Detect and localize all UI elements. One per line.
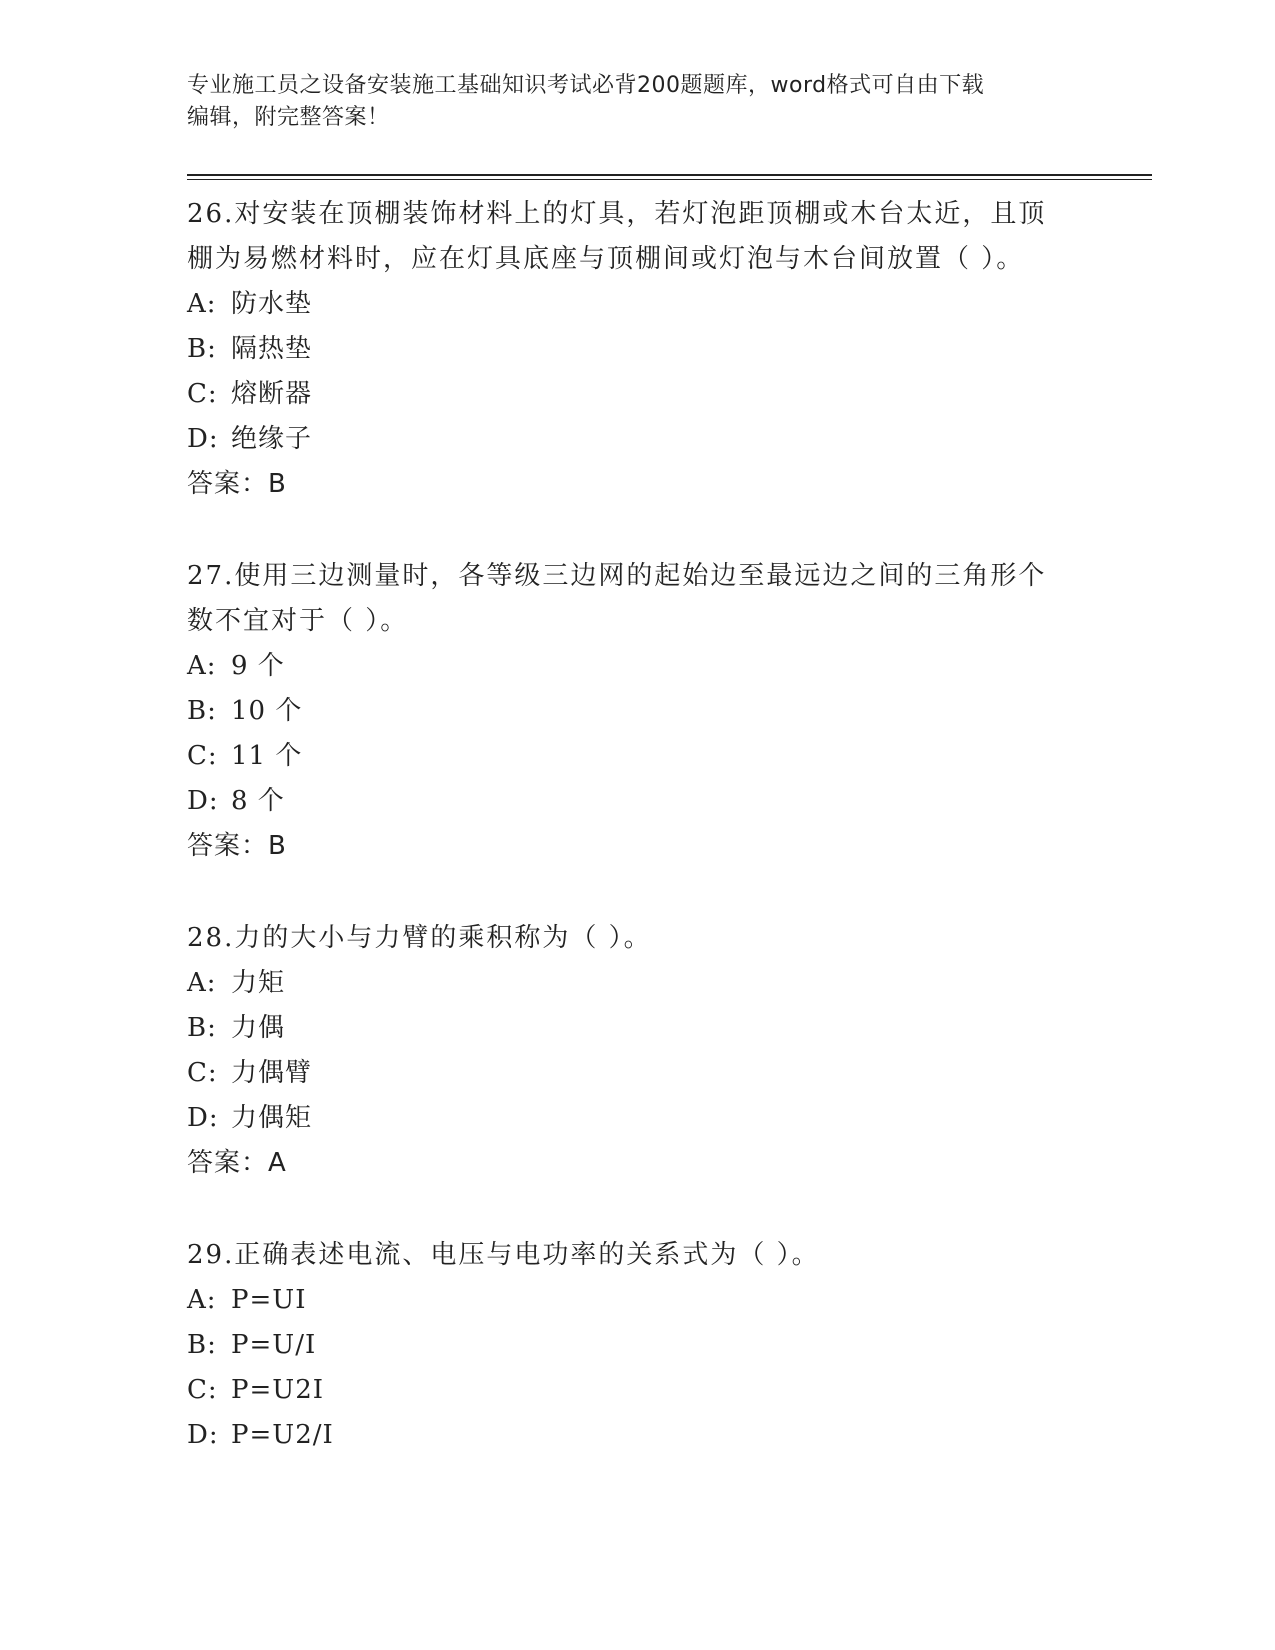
option-d (187, 1096, 1152, 1141)
answer-text: 答案：A (187, 1148, 287, 1178)
option-text: 力偶矩 (231, 1103, 313, 1133)
option-c (187, 372, 1152, 417)
option-text: P=U2/I (231, 1420, 334, 1450)
option-c (187, 734, 1152, 779)
header-line-2: 编辑，附完整答案！ (187, 105, 390, 130)
option-letter: C: (187, 379, 218, 409)
document-header (187, 70, 1152, 134)
option-text: P=U2I (231, 1375, 325, 1405)
option-text: 11 个 (231, 741, 303, 771)
option-letter: A: (187, 968, 217, 998)
option-a (187, 644, 1152, 689)
option-letter: C: (187, 1058, 218, 1088)
option-c (187, 1368, 1152, 1413)
question-27 (187, 554, 1152, 869)
question-stem-line: 26.对安装在顶棚装饰材料上的灯具，若灯泡距顶棚或木台太近，且顶 (187, 199, 1047, 229)
option-text: 绝缘子 (231, 424, 313, 454)
option-text: 熔断器 (231, 379, 313, 409)
option-b (187, 689, 1152, 734)
answer-text: 答案：B (187, 469, 287, 499)
option-d (187, 779, 1152, 824)
answer-text: 答案：B (187, 831, 287, 861)
question-stem-line: 棚为易燃材料时，应在灯具底座与顶棚间或灯泡与木台间放置（ ）。 (187, 244, 1025, 274)
document-page (187, 70, 1152, 1458)
option-text: P=UI (231, 1285, 307, 1315)
question-28 (187, 916, 1152, 1186)
option-letter: A: (187, 651, 217, 681)
option-text: 9 个 (231, 651, 285, 681)
option-b (187, 1006, 1152, 1051)
option-letter: B: (187, 696, 217, 726)
question-26 (187, 192, 1152, 507)
option-text: 力偶 (231, 1013, 286, 1043)
option-letter: B: (187, 334, 217, 364)
question-stem-line: 数不宜对于（ ）。 (187, 606, 409, 636)
option-b (187, 1323, 1152, 1368)
question-stem-line: 28.力的大小与力臂的乘积称为（ ）。 (187, 923, 652, 953)
option-letter: D: (187, 1103, 219, 1133)
option-letter: C: (187, 741, 218, 771)
option-text: P=U/I (231, 1330, 317, 1360)
option-letter: D: (187, 424, 219, 454)
option-a (187, 282, 1152, 327)
option-letter: A: (187, 1285, 217, 1315)
option-letter: C: (187, 1375, 218, 1405)
option-letter: B: (187, 1330, 217, 1360)
option-a (187, 1278, 1152, 1323)
option-d (187, 417, 1152, 462)
question-29 (187, 1233, 1152, 1458)
option-text: 力偶臂 (231, 1058, 313, 1088)
option-letter: D: (187, 1420, 219, 1450)
option-c (187, 1051, 1152, 1096)
header-divider (187, 174, 1152, 180)
option-text: 力矩 (231, 968, 286, 998)
option-letter: D: (187, 786, 219, 816)
question-stem-line: 27.使用三边测量时，各等级三边网的起始边至最远边之间的三角形个 (187, 561, 1047, 591)
question-stem-line: 29.正确表述电流、电压与电功率的关系式为（ ）。 (187, 1240, 820, 1270)
option-text: 隔热垫 (231, 334, 313, 364)
option-text: 8 个 (231, 786, 285, 816)
option-text: 10 个 (231, 696, 303, 726)
header-line-1: 专业施工员之设备安装施工基础知识考试必背200题题库，word格式可自由下载 (187, 73, 985, 98)
option-letter: A: (187, 289, 217, 319)
option-text: 防水垫 (231, 289, 313, 319)
option-b (187, 327, 1152, 372)
option-d (187, 1413, 1152, 1458)
option-letter: B: (187, 1013, 217, 1043)
option-a (187, 961, 1152, 1006)
